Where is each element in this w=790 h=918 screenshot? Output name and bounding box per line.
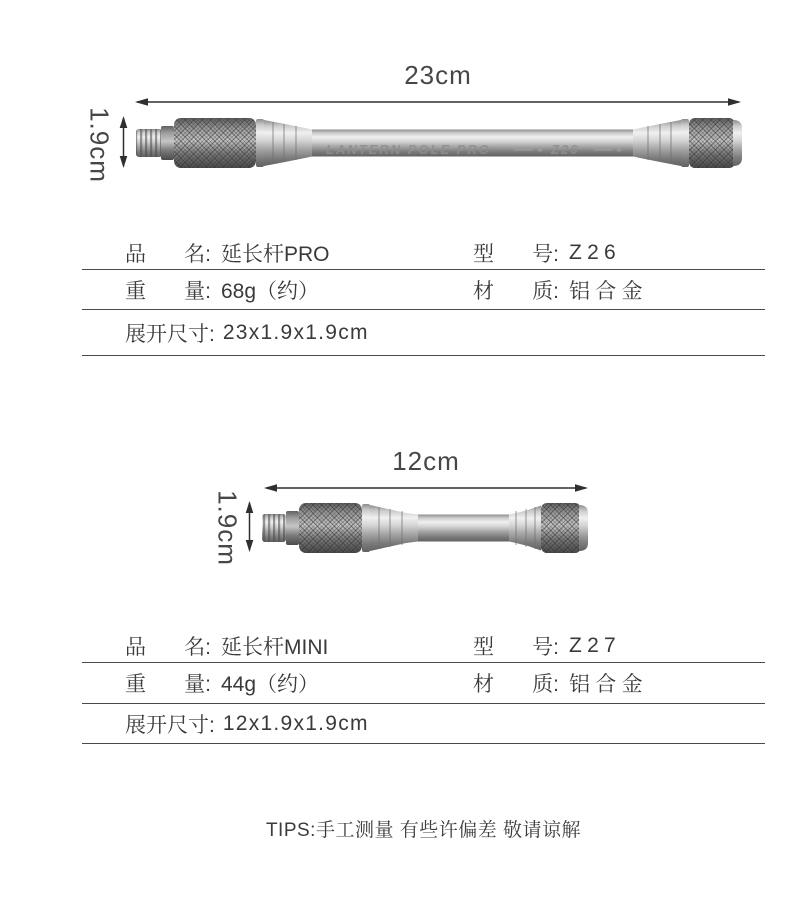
pro-diameter-dimension-line xyxy=(117,115,130,169)
pro-end-cap xyxy=(733,120,742,166)
table-row xyxy=(82,236,765,270)
pro-length-dimension-label: 23cm xyxy=(404,60,472,90)
label-part: 品 xyxy=(125,242,146,266)
table-row xyxy=(82,663,765,704)
spec-value: 12x1.9x1.9cm xyxy=(222,711,369,735)
table-row xyxy=(82,704,765,744)
spec-label xyxy=(125,668,211,698)
mini-collar xyxy=(286,511,299,545)
spec-table-pro xyxy=(82,236,765,356)
label-part: 号: xyxy=(532,636,559,659)
measurement-tips-note: TIPS:手工测量 有些许偏差 敬请谅解 xyxy=(265,820,582,841)
spec-value: 44g（约） xyxy=(221,673,320,696)
pro-engraving-model: Z26 xyxy=(551,142,580,157)
spec-model-cell xyxy=(430,238,765,268)
pro-collar xyxy=(161,126,174,160)
spec-name-cell xyxy=(82,631,430,661)
label-part: 型 xyxy=(473,636,494,659)
arrow-up-icon xyxy=(246,501,254,513)
spec-label xyxy=(473,275,559,305)
label-part: 质: xyxy=(532,673,559,696)
spec-size-cell xyxy=(82,318,765,348)
spec-value: 铝合金 xyxy=(569,279,648,303)
pro-diameter-dimension-label: 1.9cm xyxy=(84,107,115,183)
extension-pole-pro-image xyxy=(130,103,745,183)
arrow-up-icon xyxy=(120,116,128,128)
table-row xyxy=(82,630,765,663)
spec-label: 展开尺寸: xyxy=(125,713,215,737)
spec-material-cell xyxy=(430,668,765,698)
label-part: 量: xyxy=(184,673,211,696)
spec-value: 延长杆MINI xyxy=(221,636,329,659)
pro-right-cone xyxy=(633,120,681,166)
pro-left-cone xyxy=(264,120,312,166)
mini-right-cone xyxy=(509,506,541,551)
spec-material-cell xyxy=(430,275,765,305)
spec-label xyxy=(473,631,559,661)
spec-name-cell xyxy=(82,238,430,268)
mini-diameter-dimension-label: 1.9cm xyxy=(212,490,243,566)
table-row xyxy=(82,310,765,356)
label-part: 重 xyxy=(125,279,146,303)
label-part: 名: xyxy=(184,242,211,266)
mini-diameter-dimension-line xyxy=(243,500,256,553)
engraving-dot-icon xyxy=(617,148,621,152)
spec-value: 延长杆PRO xyxy=(221,242,330,266)
label-part: 量: xyxy=(184,279,211,303)
extension-pole-mini-image xyxy=(258,488,592,568)
spec-label xyxy=(473,668,559,698)
engraving-dot-icon xyxy=(538,148,542,152)
mini-end-cap xyxy=(579,505,588,551)
spec-size-cell xyxy=(82,709,765,739)
pro-engraving-brand: LANTERN POLE PRO xyxy=(326,142,491,157)
spec-value: 68g（约） xyxy=(221,279,320,303)
spec-weight-cell xyxy=(82,275,430,305)
mini-left-cone xyxy=(370,505,418,551)
label-part: 材 xyxy=(473,279,494,303)
label-part: 材 xyxy=(473,673,494,696)
spec-label xyxy=(125,275,211,305)
label-part: 重 xyxy=(125,673,146,696)
spec-label xyxy=(125,238,211,268)
mini-shaft xyxy=(418,515,509,542)
spec-label xyxy=(125,631,211,661)
spec-label xyxy=(473,238,559,268)
spec-value: 铝合金 xyxy=(569,673,648,696)
spec-table-mini xyxy=(82,630,765,744)
spec-model-cell xyxy=(430,631,765,661)
spec-value: 23x1.9x1.9cm xyxy=(222,320,369,344)
label-part: 型 xyxy=(473,242,494,266)
mini-length-dimension-label: 12cm xyxy=(392,446,460,476)
spec-weight-cell xyxy=(82,668,430,698)
label-part: 质: xyxy=(532,279,559,303)
spec-value: Z27 xyxy=(569,634,621,657)
label-part: 号: xyxy=(532,242,559,266)
table-row xyxy=(82,270,765,310)
spec-label: 展开尺寸: xyxy=(125,322,215,346)
label-part: 名: xyxy=(184,636,211,659)
spec-value: Z26 xyxy=(569,240,621,264)
label-part: 品 xyxy=(125,636,146,659)
arrow-down-icon xyxy=(120,156,128,168)
arrow-down-icon xyxy=(246,540,254,552)
